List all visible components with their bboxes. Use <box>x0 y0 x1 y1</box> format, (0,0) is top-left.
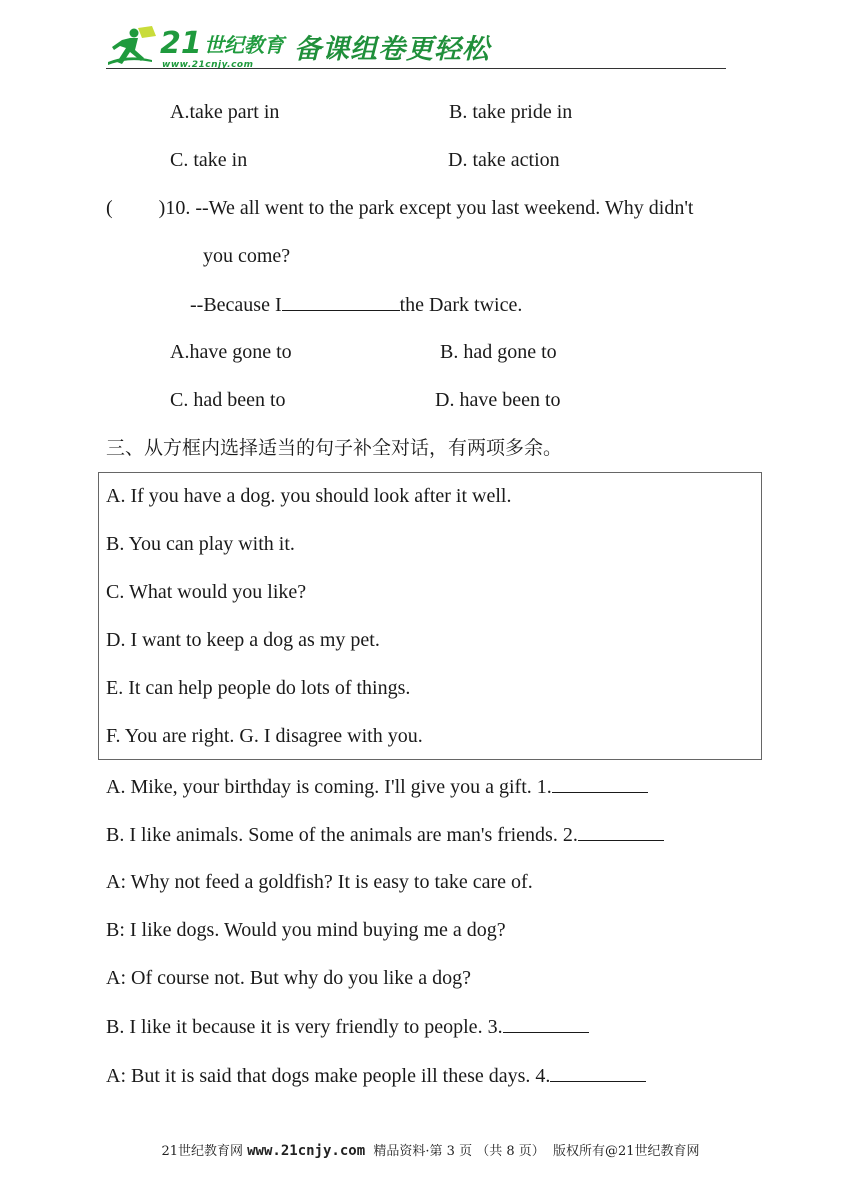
dialogue-text: B. I like it because it is very friendly to people. 3. <box>106 1016 503 1038</box>
page-header <box>0 0 861 80</box>
box-option-fg: F. You are right. G. I disagree with you. <box>106 725 423 747</box>
q10-option-d: D. have been to <box>435 389 561 411</box>
q10-answer-prefix: --Because I <box>190 294 282 316</box>
q10-stem-line2: you come? <box>203 245 291 267</box>
q10-option-a: A.have gone to <box>170 341 292 363</box>
q10-answer-suffix: the Dark twice. <box>399 294 523 316</box>
dialogue-line-3: A: Why not feed a goldfish? It is easy to take care of. <box>106 871 533 893</box>
logo-text: 世纪教育 <box>204 33 284 57</box>
q10-option-b: B. had gone to <box>440 341 557 363</box>
footer-page-info: 精品资料·第 3 页 （共 8 页） <box>373 1144 545 1159</box>
q9-option-d: D. take action <box>448 149 560 171</box>
dialogue-line-6 <box>106 1014 589 1039</box>
header-divider <box>106 68 726 69</box>
dialogue-text: A: But it is said that dogs make people ill these days. 4. <box>106 1065 551 1087</box>
box-option-c: C. What would you like? <box>106 581 307 603</box>
blank-2[interactable] <box>578 822 664 841</box>
box-option-e: E. It can help people do lots of things. <box>106 677 411 699</box>
q10-stem-line1: --We all went to the park except you last weekend. Why didn't <box>195 197 694 219</box>
header-slogan: 备课组卷更轻松 <box>294 34 490 65</box>
page-footer <box>0 1140 861 1159</box>
logo-number: 21 <box>160 26 202 61</box>
footer-rights: 版权所有@21世纪教育网 <box>553 1144 700 1159</box>
dialogue-line-4: B: I like dogs. Would you mind buying me a dog? <box>106 919 506 941</box>
logo-url: www.21cnjy.com <box>162 60 254 70</box>
q10-answer-line <box>190 292 522 317</box>
footer-site: 21世纪教育网 <box>161 1144 243 1159</box>
section-3-heading: 三、从方框内选择适当的句子补全对话，有两项多余。 <box>106 437 563 459</box>
box-option-b: B. You can play with it. <box>106 533 295 555</box>
blank-3[interactable] <box>503 1014 589 1033</box>
q9-option-b: B. take pride in <box>449 101 573 123</box>
dialogue-line-5: A: Of course not. But why do you like a dog? <box>106 967 471 989</box>
q10-number: 10. <box>165 197 191 219</box>
box-option-a: A. If you have a dog. you should look after it well. <box>106 485 512 507</box>
answer-paren-close: ) <box>158 197 166 219</box>
dialogue-line-1 <box>106 774 648 799</box>
footer-url[interactable]: www.21cnjy.com <box>247 1143 366 1159</box>
dialogue-line-7 <box>106 1063 646 1088</box>
q9-option-c: C. take in <box>170 149 248 171</box>
dialogue-text: A. Mike, your birthday is coming. I'll give you a gift. 1. <box>106 776 552 798</box>
dialogue-text: B. I like animals. Some of the animals are man's friends. 2. <box>106 824 578 846</box>
runner-logo-icon <box>108 24 158 68</box>
blank-1[interactable] <box>552 774 648 793</box>
options-box <box>98 472 762 760</box>
q10-option-c: C. had been to <box>170 389 286 411</box>
box-option-d: D. I want to keep a dog as my pet. <box>106 629 380 651</box>
dialogue-line-2 <box>106 822 664 847</box>
q10-blank[interactable] <box>282 292 400 311</box>
q10-stem-line <box>106 196 693 220</box>
answer-paren-open: ( <box>106 197 113 219</box>
q9-option-a: A.take part in <box>170 101 280 123</box>
blank-4[interactable] <box>550 1063 646 1082</box>
